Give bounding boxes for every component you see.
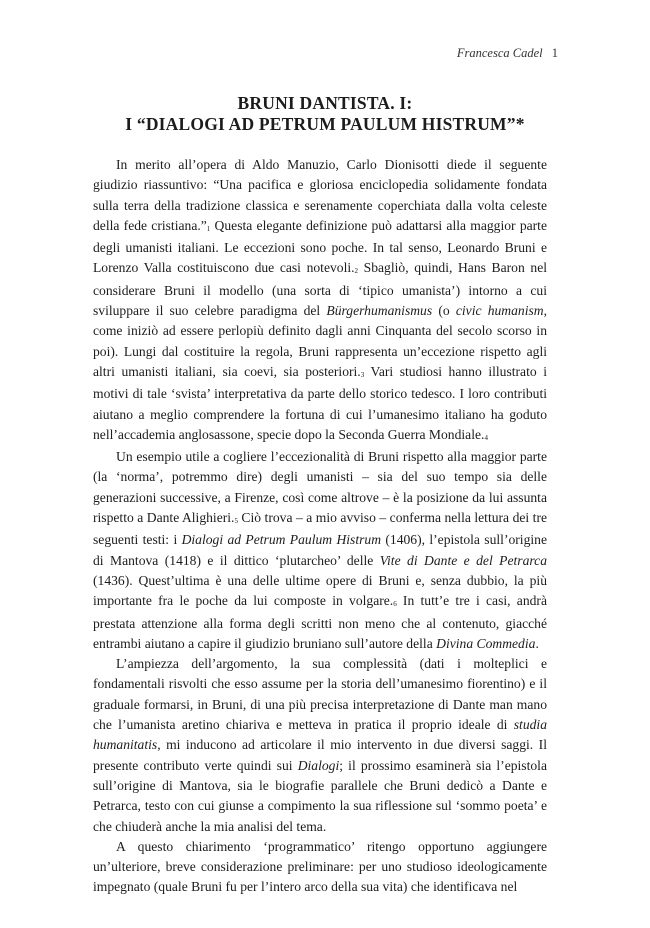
page-number: 1 xyxy=(551,46,558,60)
text-run: In merito all’opera di Aldo Manuzio, Carlo Dionisotti diede il seguente giudizio riassuntivo: “Una pacifica e gloriosa enciclopedia solidamente fondata sulla terra della tradizione classica e serenamente coperchiata dalla volta celeste della fede cristiana.” xyxy=(93,157,547,233)
text-run: Ciò trova – a mio avviso – conferma nella lettura dei tre seguenti testi: i xyxy=(93,510,548,548)
paragraph xyxy=(93,654,547,837)
italic-text: Dialogi xyxy=(297,757,340,773)
paragraph xyxy=(93,837,547,898)
text-run: L’ampiezza dell’argomento, la sua complessità (dati i molteplici e fondamentali risvolti che esso assume per la storia dell’umanesimo fiorentino) e il graduale formarsi, in Bruni, di una più precisa interpretazione di Dante man mano che l’umanista aretino chiariva e metteva in pratica il proprio ideale di xyxy=(93,656,547,733)
footnote-ref: 5 xyxy=(234,517,238,526)
italic-text: civic humanism xyxy=(455,303,544,319)
italic-text: studia humanitatis xyxy=(93,717,547,753)
article-title xyxy=(0,93,650,135)
header-author: Francesca Cadel xyxy=(456,46,543,60)
text-run: , come iniziò ad essere perlopiù definito dagli anni Cinquanta del secolo scorso in poi). Lungi dal costituire la regola, Bruni rappresenta un’eccezione rispetto agli altri umanisti italiani, sia coevi, sia posteriori. xyxy=(93,303,547,379)
footnote-ref: 1 xyxy=(206,224,211,233)
paragraph xyxy=(93,447,547,654)
text-run: ; il prossimo esaminerà sia l’epistola sull’origine di Mantova, sia le biografie parallele che Bruni dedicò a Dante e Petrarca, testo con cui giunse a compimento la sua riflessione sul ‘sommo poeta’ e che chiuderà anche la mia analisi del tema. xyxy=(93,757,547,834)
text-run: In tutt’e tre i casi, andrà prestata attenzione alla forma degli scritti non meno che al contenuto, giacché entrambi aiutano a capire il giudizio bruniano sull’autore della xyxy=(93,593,547,651)
text-run: Un esempio utile a cogliere l’eccezionalità di Bruni rispetto alla maggior parte (la ‘norma’, potremmo dire) degli umanisti – sia del suo tempo sia delle generazioni successive, a Firenze, così come altrove – è la posizione da lui assunta rispetto a Dante Alighieri. xyxy=(93,449,547,526)
text-run: Vari studiosi hanno illustrato i motivi di tale ‘svista’ interpretativa da parte dello storico tedesco. I loro contributi aiutano a meglio comprendere la fortuna di cui l’umanesimo italiano ha goduto nell’accademia anglosassone, specie dopo la Seconda Guerra Mondiale. xyxy=(93,363,547,442)
running-header xyxy=(457,46,558,61)
text-run: A questo chiarimento ‘programmatico’ ritengo opportuno aggiungere un’ulteriore, breve considerazione preliminare: per uno studioso ideologicamente impegnato (quale Bruni fu per l’intero arco della sua vita) che identificava nel xyxy=(93,838,547,895)
footnote-ref: 6 xyxy=(393,600,397,609)
footnote-ref: 4 xyxy=(484,433,488,442)
text-run: Sbagliò, quindi, Hans Baron nel considerare Bruni il modello (una sorta di ‘tipico umanista’) intorno a cui sviluppare il suo celebre paradigma del xyxy=(93,260,547,319)
text-run: Questa elegante definizione può adattarsi alla maggior parte degli umanisti italiani. Le eccezioni sono poche. In tal senso, Leonardo Bruni e Lorenzo Valla costituiscono due casi notevoli. xyxy=(93,217,547,276)
text-run: (1436). Quest’ultima è una delle ultime opere di Bruni e, senza dubbio, la più importante fra le poche da lui composte in volgare. xyxy=(93,572,547,609)
text-run: (1406), l’epistola sull’origine di Mantova (1418) e il dittico ‘plutarcheo’ delle xyxy=(93,532,547,568)
text-run: (o xyxy=(432,303,456,319)
italic-text: Bürgerhumanismus xyxy=(326,303,433,319)
footnote-ref: 2 xyxy=(354,267,359,276)
title-line-1: BRUNI DANTISTA. I: xyxy=(237,93,413,113)
italic-text: Dialogi ad Petrum Paulum Histrum xyxy=(181,532,382,548)
body-text xyxy=(93,155,547,898)
text-run: , mi inducono ad articolare il mio intervento in due diversi saggi. Il presente contributo verte quindi sui xyxy=(93,737,547,773)
italic-text: Divina Commedia xyxy=(436,635,536,651)
title-line-2: I “DIALOGI AD PETRUM PAULUM HISTRUM”* xyxy=(125,114,525,134)
text-run: . xyxy=(535,635,539,651)
italic-text: Vite di Dante e del Petrarca xyxy=(379,552,547,568)
footnote-ref: 3 xyxy=(360,370,365,379)
paragraph xyxy=(93,155,547,447)
